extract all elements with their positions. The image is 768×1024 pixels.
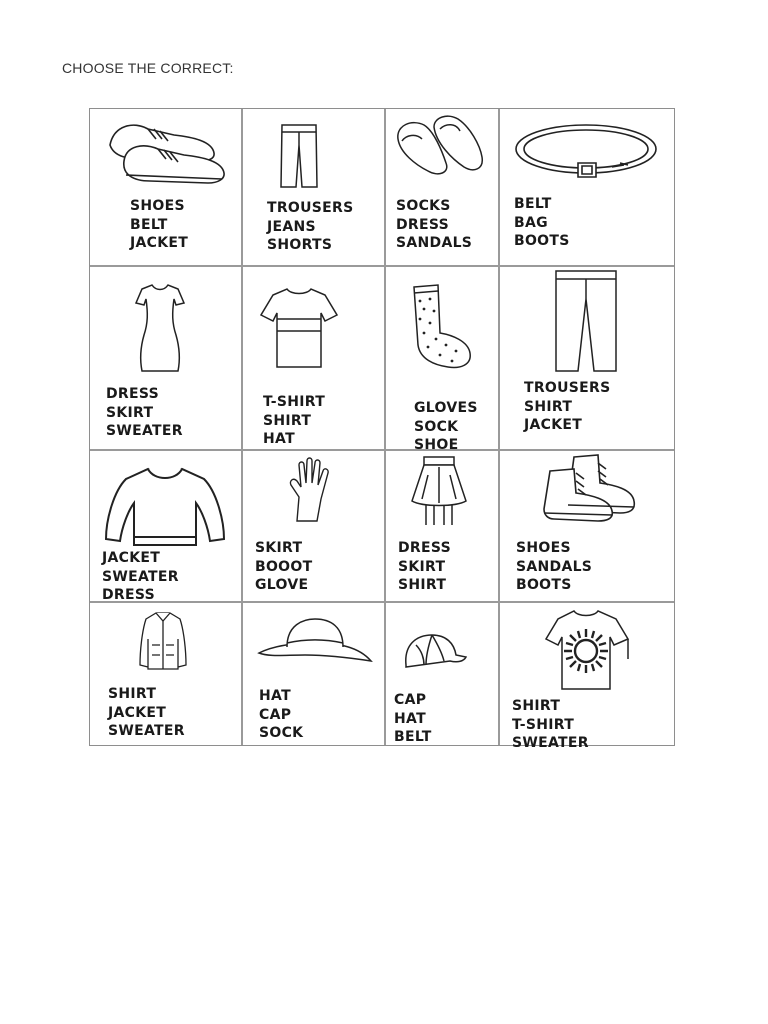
answer-options	[396, 197, 472, 253]
answer-option[interactable]: SWEATER	[108, 723, 185, 739]
answer-option[interactable]: SHIRT	[398, 577, 447, 593]
answer-options	[512, 697, 589, 753]
answer-option[interactable]: CAP	[259, 706, 292, 723]
answer-option[interactable]: HAT	[259, 688, 291, 704]
answer-options	[524, 379, 611, 435]
cell-r3-c1	[90, 449, 241, 601]
skirt-icon	[410, 455, 468, 527]
cell-r4-c1	[90, 601, 241, 747]
answer-option[interactable]: SKIRT	[106, 404, 154, 421]
answer-option[interactable]: T-SHIRT	[512, 716, 575, 733]
trousers-icon	[279, 123, 319, 189]
answer-option[interactable]: SWEATER	[102, 568, 179, 585]
page-title: CHOOSE THE CORRECT:	[62, 60, 234, 76]
answer-option[interactable]: SOCK	[259, 725, 304, 741]
answer-option[interactable]: SANDALS	[516, 558, 593, 575]
answer-option[interactable]: DRESS	[106, 386, 160, 402]
answer-options	[516, 539, 592, 595]
answer-option[interactable]: HAT	[263, 431, 295, 447]
answer-option[interactable]: DRESS	[396, 216, 450, 233]
cell-r2-c1	[90, 265, 241, 449]
answer-options	[267, 199, 354, 255]
answer-option[interactable]: T-SHIRT	[263, 394, 326, 410]
answer-option[interactable]: JACKET	[524, 417, 583, 433]
clothes-grid	[89, 108, 675, 751]
answer-options	[394, 691, 432, 747]
cell-r2-c3	[384, 265, 498, 453]
jacket-icon	[138, 611, 188, 671]
answer-option[interactable]: BELT	[394, 729, 432, 745]
cap-icon	[402, 631, 468, 673]
answer-option[interactable]: BELT	[130, 216, 168, 233]
answer-option[interactable]: SWEATER	[106, 423, 183, 439]
answer-option[interactable]: SHOES	[516, 540, 571, 556]
answer-options	[259, 687, 303, 743]
answer-option[interactable]: SWEATER	[512, 735, 589, 751]
shirt-icon	[544, 607, 630, 691]
answer-option[interactable]: SHIRT	[512, 698, 561, 714]
answer-option[interactable]: BAG	[514, 214, 548, 231]
cell-r2-c4	[498, 265, 676, 449]
answer-option[interactable]: DRESS	[398, 540, 452, 556]
answer-option[interactable]: GLOVE	[255, 577, 309, 593]
answer-option[interactable]: HAT	[394, 710, 426, 727]
answer-option[interactable]: SHIRT	[263, 412, 312, 429]
sandals-icon	[394, 115, 486, 177]
answer-options	[255, 539, 312, 595]
answer-option[interactable]: CAP	[394, 692, 427, 708]
answer-option[interactable]: SHOES	[130, 198, 185, 214]
answer-option[interactable]: JACKET	[108, 704, 167, 721]
answer-option[interactable]: TROUSERS	[524, 380, 611, 396]
glove-icon	[287, 457, 331, 523]
answer-option[interactable]: JACKET	[102, 550, 161, 566]
sweater-icon	[104, 463, 226, 547]
cell-r1-c2	[241, 109, 384, 265]
answer-option[interactable]: SKIRT	[398, 558, 446, 575]
answer-option[interactable]: SOCK	[414, 418, 459, 435]
answer-option[interactable]: BOOTS	[514, 233, 570, 249]
answer-option[interactable]: BOOTS	[516, 577, 572, 593]
answer-option[interactable]: JEANS	[267, 218, 316, 235]
answer-options	[263, 393, 325, 449]
answer-options	[414, 399, 478, 455]
boots-icon	[540, 453, 636, 523]
answer-options	[130, 197, 188, 253]
trousers-icon	[552, 269, 620, 373]
cell-r3-c3	[384, 449, 498, 601]
answer-options	[398, 539, 451, 595]
sock-icon	[404, 283, 474, 371]
dress-icon	[134, 283, 186, 373]
cell-r1-c4	[498, 109, 676, 265]
shoes-icon	[104, 115, 230, 187]
tshirt-icon	[259, 285, 339, 369]
answer-options	[108, 685, 185, 741]
cell-r2-c2	[241, 265, 384, 449]
cell-r4-c2	[241, 601, 384, 747]
answer-option[interactable]: DRESS	[102, 587, 156, 603]
cell-r3-c2	[241, 449, 384, 601]
answer-option[interactable]: SOCKS	[396, 198, 451, 214]
cell-r4-c4	[498, 601, 676, 751]
cell-r3-c4	[498, 449, 676, 601]
answer-option[interactable]: BELT	[514, 196, 552, 212]
cell-r4-c3	[384, 601, 498, 747]
answer-option[interactable]: BOOOT	[255, 558, 313, 575]
hat-icon	[255, 617, 375, 667]
answer-option[interactable]: SHORTS	[267, 237, 333, 253]
answer-options	[106, 385, 183, 441]
cell-r1-c3	[384, 109, 498, 265]
answer-option[interactable]: JACKET	[130, 235, 189, 251]
answer-option[interactable]: SANDALS	[396, 235, 473, 251]
answer-option[interactable]: SHIRT	[108, 686, 157, 702]
cell-r1-c1	[90, 109, 241, 265]
answer-options	[102, 549, 179, 605]
answer-option[interactable]: SKIRT	[255, 540, 303, 556]
answer-option[interactable]: TROUSERS	[267, 200, 354, 216]
answer-option[interactable]: SHOE	[414, 437, 459, 453]
answer-option[interactable]: GLOVES	[414, 400, 478, 416]
answer-option[interactable]: SHIRT	[524, 398, 573, 415]
answer-options	[514, 195, 570, 251]
belt-icon	[512, 119, 660, 183]
